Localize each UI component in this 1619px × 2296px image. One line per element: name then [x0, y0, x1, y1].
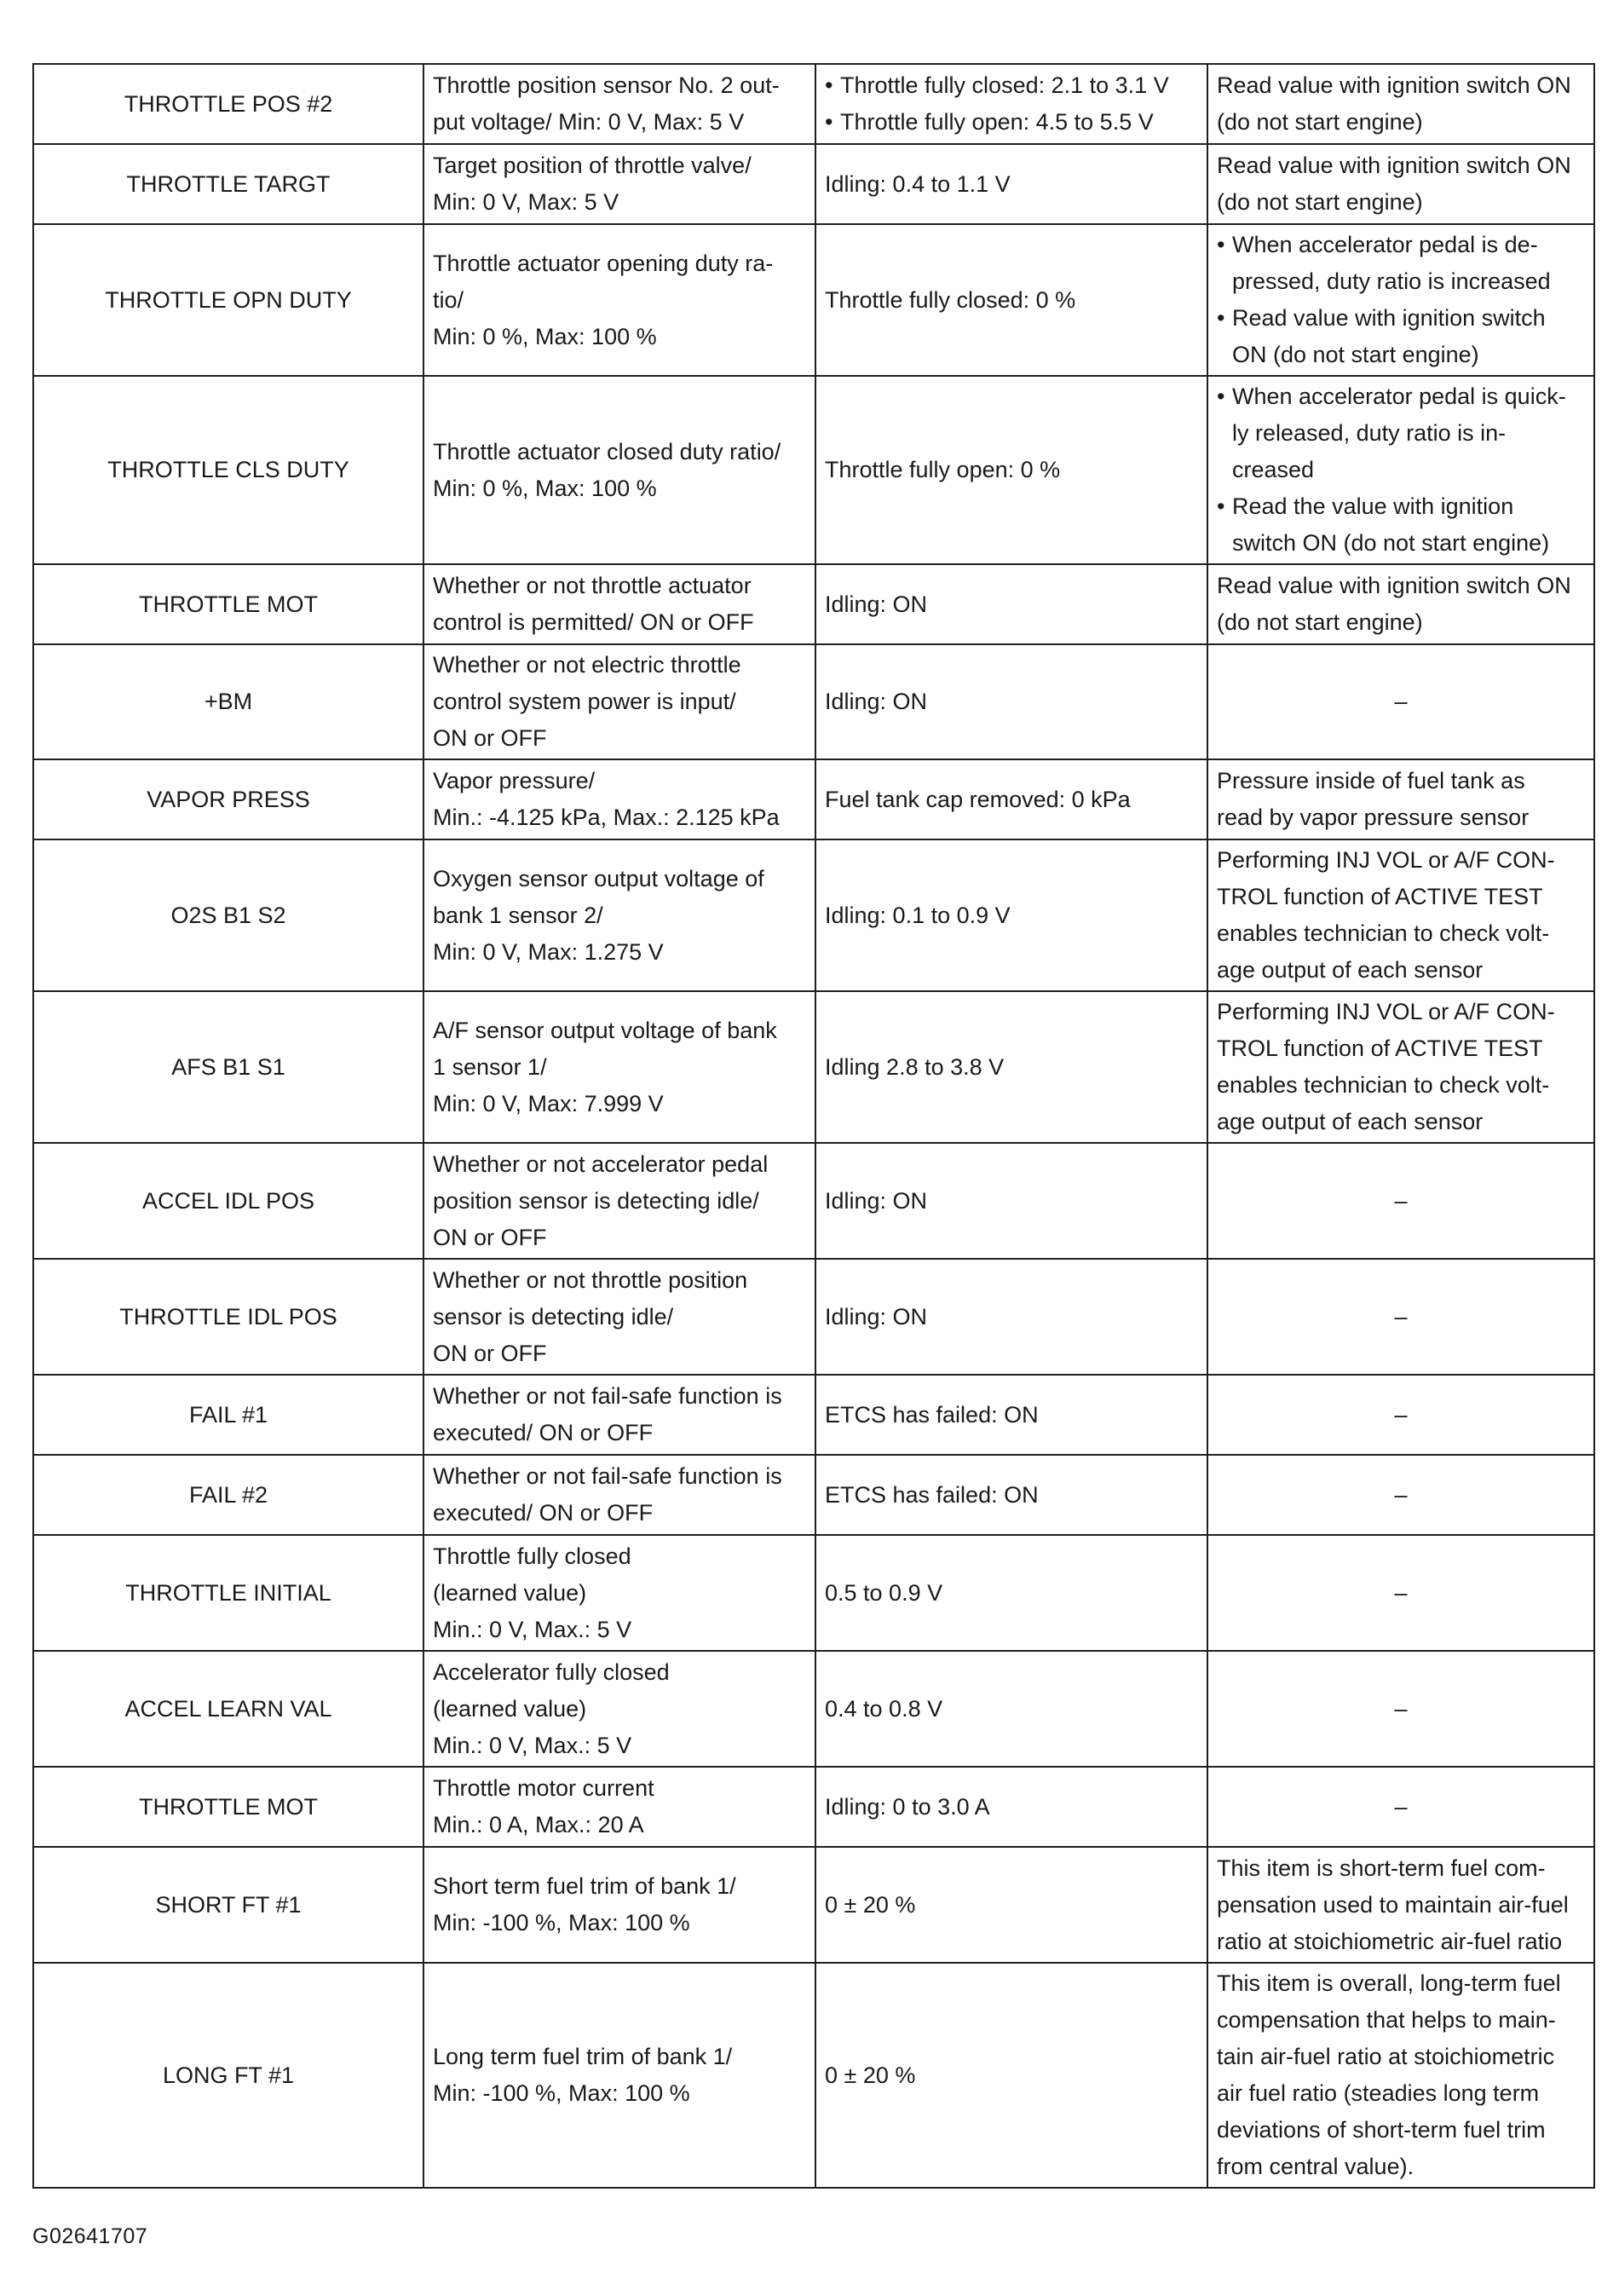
measurement-item-cell-line: ON or OFF: [433, 1224, 547, 1250]
diagnostic-note-cell: [1207, 64, 1594, 144]
diagnostic-note-cell-line: Performing INJ VOL or A/F CON-: [1217, 847, 1555, 873]
measurement-item-cell-line: bank 1 sensor 2/: [433, 902, 603, 928]
normal-condition-cell-line: • Throttle fully closed: 2.1 to 3.1 V: [825, 67, 1198, 104]
item-name-cell: LONG FT #1: [33, 1963, 423, 2188]
diagnostic-note-cell: [1207, 759, 1594, 839]
normal-condition-cell: [815, 376, 1207, 564]
diagnostic-note-cell-line: age output of each sensor: [1217, 1109, 1484, 1134]
diagnostic-note-cell-line: (do not start engine): [1217, 109, 1423, 135]
normal-condition-cell: [815, 564, 1207, 644]
diagnostic-note-cell-line: • When accelerator pedal is de-: [1217, 227, 1585, 263]
normal-condition-cell-line: 0.4 to 0.8 V: [825, 1695, 943, 1722]
normal-condition-cell-line: 0 ± 20 %: [825, 2062, 916, 2088]
table-row: [33, 1847, 1594, 1963]
measurement-item-cell: [423, 991, 815, 1143]
diagnostic-note-cell: [1207, 224, 1594, 376]
figure-code: G02641707: [32, 2224, 148, 2248]
measurement-item-cell-line: control is permitted/ ON or OFF: [433, 609, 754, 635]
item-name-cell: THROTTLE POS #2: [33, 64, 423, 144]
diagnostic-note-cell-line: ly released, duty ratio is in-: [1232, 420, 1507, 446]
diagnostic-note-cell: [1207, 1963, 1594, 2188]
measurement-item-cell-line: tio/: [433, 286, 464, 313]
diagnostic-note-cell-line: –: [1394, 1793, 1408, 1820]
measurement-item-cell: [423, 1847, 815, 1963]
diagnostic-note-cell-line: –: [1394, 1481, 1408, 1508]
item-name-cell: AFS B1 S1: [33, 991, 423, 1143]
measurement-item-cell-line: Min: 0 %, Max: 100 %: [433, 323, 657, 349]
measurement-item-cell-line: Min: 0 %, Max: 100 %: [433, 475, 657, 501]
diagnostic-note-cell-line: age output of each sensor: [1217, 957, 1484, 983]
diagnostic-note-cell: [1207, 1847, 1594, 1963]
table-row: [33, 1143, 1594, 1259]
measurement-item-cell-line: Min: -100 %, Max: 100 %: [433, 1910, 690, 1935]
diagnostic-note-cell-line: (do not start engine): [1217, 189, 1423, 215]
table-row: [33, 1375, 1594, 1455]
normal-condition-cell-line: Idling: 0 to 3.0 A: [825, 1793, 990, 1820]
measurement-item-cell-line: ON or OFF: [433, 725, 547, 751]
normal-condition-cell-line: Idling: ON: [825, 689, 928, 714]
measurement-item-cell: [423, 224, 815, 376]
measurement-item-cell: [423, 1535, 815, 1651]
diagnostic-note-cell-line: air fuel ratio (steadies long term: [1217, 2080, 1540, 2106]
measurement-item-cell: [423, 1143, 815, 1259]
diagnostic-note-cell-line: Performing INJ VOL or A/F CON-: [1217, 999, 1555, 1024]
measurement-item-cell-line: Min.: 0 V, Max.: 5 V: [433, 1616, 632, 1642]
normal-condition-cell: [815, 839, 1207, 991]
measurement-item-cell: [423, 564, 815, 644]
diagnostic-note-cell-line: • When accelerator pedal is quick-: [1217, 378, 1585, 415]
table-row: [33, 1963, 1594, 2188]
measurement-item-cell-line: 1 sensor 1/: [433, 1053, 547, 1080]
measurement-item-cell: [423, 1259, 815, 1375]
diagnostic-note-cell: [1207, 644, 1594, 759]
diagnostic-note-cell-line: compensation that helps to main-: [1217, 2007, 1556, 2033]
diagnostic-note-cell-line: pensation used to maintain air-fuel: [1217, 1891, 1569, 1918]
normal-condition-cell-line: Idling: 0.1 to 0.9 V: [825, 902, 1011, 928]
diagnostic-note-cell: [1207, 1455, 1594, 1535]
measurement-item-cell-line: control system power is input/: [433, 689, 736, 714]
measurement-item-cell-line: Whether or not electric throttle: [433, 652, 741, 678]
diagnostic-note-cell-line: Pressure inside of fuel tank as: [1217, 768, 1525, 793]
measurement-item-cell: [423, 1375, 815, 1455]
diagnostic-note-cell: [1207, 1375, 1594, 1455]
table-row: [33, 1767, 1594, 1847]
diagnostic-note-cell: [1207, 1767, 1594, 1847]
measurement-item-cell: [423, 376, 815, 564]
normal-condition-cell-line: Idling: 0.4 to 1.1 V: [825, 170, 1011, 197]
item-name-cell: THROTTLE CLS DUTY: [33, 376, 423, 564]
item-name-cell: THROTTLE IDL POS: [33, 1259, 423, 1375]
table-body: [33, 64, 1594, 2188]
measurement-item-cell-line: Min: 0 V, Max: 1.275 V: [433, 938, 664, 965]
measurement-item-cell: [423, 1963, 815, 2188]
diagnostic-note-cell-line: tain air-fuel ratio at stoichiometric: [1217, 2044, 1555, 2069]
diagnostic-note-cell: [1207, 1651, 1594, 1767]
normal-condition-cell-line: Fuel tank cap removed: 0 kPa: [825, 786, 1131, 812]
measurement-item-cell-line: Min: 0 V, Max: 7.999 V: [433, 1090, 664, 1116]
diagnostic-note-cell-line: This item is short-term fuel com-: [1217, 1855, 1546, 1881]
measurement-item-cell-line: Min.: 0 A, Max.: 20 A: [433, 1812, 644, 1837]
normal-condition-cell-line: • Throttle fully open: 4.5 to 5.5 V: [825, 104, 1198, 141]
diagnostic-note-cell-line: –: [1394, 1187, 1408, 1214]
table-row: [33, 839, 1594, 991]
item-name-cell: THROTTLE TARGT: [33, 144, 423, 224]
measurement-item-cell-line: Throttle actuator closed duty ratio/: [433, 438, 781, 464]
measurement-item-cell-line: Throttle position sensor No. 2 out-: [433, 72, 780, 98]
measurement-item-cell-line: Vapor pressure/: [433, 768, 596, 793]
measurement-item-cell: [423, 1767, 815, 1847]
measurement-item-cell-line: position sensor is detecting idle/: [433, 1187, 759, 1214]
diagnostic-note-cell: [1207, 1143, 1594, 1259]
diagnostic-note-cell: [1207, 1535, 1594, 1651]
table-row: [33, 1651, 1594, 1767]
normal-condition-cell-line: Throttle fully open: 0 %: [825, 457, 1061, 482]
diagnostic-note-cell-line: • Read the value with ignition: [1217, 488, 1585, 525]
measurement-item-cell-line: Whether or not throttle position: [433, 1266, 748, 1293]
measurement-item-cell-line: Oxygen sensor output voltage of: [433, 865, 764, 891]
measurement-item-cell-line: Min.: 0 V, Max.: 5 V: [433, 1732, 632, 1758]
diagnostic-note-cell: [1207, 564, 1594, 644]
item-name-cell: ACCEL IDL POS: [33, 1143, 423, 1259]
normal-condition-cell-line: Idling: ON: [825, 1187, 928, 1214]
normal-condition-cell: [815, 1143, 1207, 1259]
item-name-cell: THROTTLE INITIAL: [33, 1535, 423, 1651]
diagnostic-note-cell-line: –: [1394, 1303, 1408, 1330]
diagnostic-note-cell-line: Read value with ignition switch ON: [1217, 72, 1571, 98]
normal-condition-cell-line: 0 ± 20 %: [825, 1891, 916, 1918]
normal-condition-cell-line: Throttle fully closed: 0 %: [825, 286, 1076, 313]
diagnostic-note-cell-line: Read value with ignition switch ON: [1217, 153, 1571, 178]
normal-condition-cell-line: ETCS has failed: ON: [825, 1401, 1039, 1428]
normal-condition-cell: [815, 1535, 1207, 1651]
normal-condition-cell-line: ETCS has failed: ON: [825, 1481, 1039, 1508]
table-row: [33, 1455, 1594, 1535]
diagnostic-note-cell-line: TROL function of ACTIVE TEST: [1217, 884, 1543, 909]
table-row: [33, 1259, 1594, 1375]
diagnostic-note-cell-line: –: [1394, 1401, 1408, 1428]
diagnostic-note-cell-line: switch ON (do not start engine): [1232, 530, 1550, 556]
diagnostic-note-cell-line: –: [1394, 1579, 1408, 1606]
measurement-item-cell-line: Target position of throttle valve/: [433, 153, 752, 178]
diagnostic-note-cell-line: pressed, duty ratio is increased: [1232, 268, 1551, 294]
diagnostic-note-cell-line: This item is overall, long-term fuel: [1217, 1970, 1561, 1996]
table-row: [33, 1535, 1594, 1651]
diagnostic-note-cell-line: –: [1394, 689, 1408, 714]
measurement-item-cell-line: Whether or not fail-safe function is: [433, 1463, 782, 1489]
measurement-item-cell-line: A/F sensor output voltage of bank: [433, 1017, 777, 1043]
diagnostic-note-cell: [1207, 1259, 1594, 1375]
table-row: [33, 376, 1594, 564]
measurement-item-cell-line: Whether or not throttle actuator: [433, 573, 752, 598]
normal-condition-cell-line: Idling 2.8 to 3.8 V: [825, 1053, 1005, 1080]
diagnostic-note-cell-line: enables technician to check volt-: [1217, 920, 1550, 946]
measurement-item-cell-line: Accelerator fully closed: [433, 1659, 670, 1685]
diagnostic-note-cell: [1207, 839, 1594, 991]
table-row: [33, 144, 1594, 224]
measurement-item-cell: [423, 644, 815, 759]
table-row: [33, 759, 1594, 839]
item-name-cell: FAIL #1: [33, 1375, 423, 1455]
measurement-item-cell-line: Whether or not accelerator pedal: [433, 1151, 769, 1177]
item-name-cell: THROTTLE MOT: [33, 1767, 423, 1847]
measurement-item-cell-line: executed/ ON or OFF: [433, 1500, 654, 1526]
table-row: [33, 224, 1594, 376]
measurement-item-cell: [423, 759, 815, 839]
diagnostic-note-cell-line: from central value).: [1217, 2154, 1414, 2179]
item-name-cell: VAPOR PRESS: [33, 759, 423, 839]
diagnostic-note-cell-line: ON (do not start engine): [1232, 342, 1479, 367]
diagnostic-note-cell-line: enables technician to check volt-: [1217, 1072, 1550, 1098]
normal-condition-cell: [815, 1651, 1207, 1767]
normal-condition-cell: [815, 1767, 1207, 1847]
diagnostic-note-cell-line: • Read value with ignition switch: [1217, 300, 1585, 337]
item-name-cell: +BM: [33, 644, 423, 759]
normal-condition-cell: [815, 224, 1207, 376]
diagnostic-note-cell: [1207, 376, 1594, 564]
measurement-item-cell: [423, 144, 815, 224]
measurement-item-cell: [423, 839, 815, 991]
data-list-table-container: [32, 63, 1593, 2189]
item-name-cell: SHORT FT #1: [33, 1847, 423, 1963]
diagnostic-note-cell-line: –: [1394, 1695, 1408, 1722]
measurement-item-cell-line: Min: -100 %, Max: 100 %: [433, 2080, 690, 2106]
normal-condition-cell: [815, 1375, 1207, 1455]
normal-condition-cell: [815, 1455, 1207, 1535]
diagnostic-note-cell-line: TROL function of ACTIVE TEST: [1217, 1036, 1543, 1061]
measurement-item-cell-line: (learned value): [433, 1579, 587, 1606]
measurement-item-cell-line: put voltage/ Min: 0 V, Max: 5 V: [433, 109, 745, 135]
diagnostic-note-cell-line: ratio at stoichiometric air-fuel ratio: [1217, 1928, 1563, 1954]
item-name-cell: O2S B1 S2: [33, 839, 423, 991]
measurement-item-cell-line: Min.: -4.125 kPa, Max.: 2.125 kPa: [433, 805, 780, 830]
measurement-item-cell: [423, 1651, 815, 1767]
diagnostic-note-cell-line: deviations of short-term fuel trim: [1217, 2117, 1546, 2143]
normal-condition-cell-line: Idling: ON: [825, 1303, 928, 1330]
measurement-item-cell-line: Throttle actuator opening duty ra-: [433, 250, 774, 276]
table-row: [33, 64, 1594, 144]
diagnostic-note-cell-line: creased: [1232, 457, 1315, 482]
normal-condition-cell: [815, 644, 1207, 759]
measurement-item-cell-line: ON or OFF: [433, 1340, 547, 1366]
normal-condition-cell: [815, 991, 1207, 1143]
item-name-cell: ACCEL LEARN VAL: [33, 1651, 423, 1767]
item-name-cell: THROTTLE OPN DUTY: [33, 224, 423, 376]
measurement-item-cell: [423, 1455, 815, 1535]
table-row: [33, 564, 1594, 644]
normal-condition-cell-line: 0.5 to 0.9 V: [825, 1579, 943, 1606]
measurement-item-cell: [423, 64, 815, 144]
data-list-table: [32, 63, 1595, 2189]
item-name-cell: FAIL #2: [33, 1455, 423, 1535]
measurement-item-cell-line: Throttle motor current: [433, 1775, 654, 1801]
diagnostic-note-cell-line: read by vapor pressure sensor: [1217, 805, 1530, 830]
measurement-item-cell-line: Throttle fully closed: [433, 1543, 631, 1569]
measurement-item-cell-line: Min: 0 V, Max: 5 V: [433, 189, 619, 215]
normal-condition-cell: [815, 64, 1207, 144]
normal-condition-cell: [815, 144, 1207, 224]
measurement-item-cell-line: Short term fuel trim of bank 1/: [433, 1873, 736, 1899]
table-row: [33, 644, 1594, 759]
diagnostic-note-cell-line: (do not start engine): [1217, 609, 1423, 635]
table-row: [33, 991, 1594, 1143]
measurement-item-cell-line: executed/ ON or OFF: [433, 1420, 654, 1445]
measurement-item-cell-line: Whether or not fail-safe function is: [433, 1383, 782, 1409]
normal-condition-cell: [815, 1847, 1207, 1963]
normal-condition-cell: [815, 759, 1207, 839]
diagnostic-note-cell: [1207, 144, 1594, 224]
normal-condition-cell-line: Idling: ON: [825, 591, 928, 617]
diagnostic-note-cell: [1207, 991, 1594, 1143]
measurement-item-cell-line: (learned value): [433, 1695, 587, 1722]
diagnostic-note-cell-line: Read value with ignition switch ON: [1217, 573, 1571, 598]
normal-condition-cell: [815, 1963, 1207, 2188]
normal-condition-cell: [815, 1259, 1207, 1375]
measurement-item-cell-line: Long term fuel trim of bank 1/: [433, 2044, 733, 2069]
item-name-cell: THROTTLE MOT: [33, 564, 423, 644]
measurement-item-cell-line: sensor is detecting idle/: [433, 1303, 674, 1330]
